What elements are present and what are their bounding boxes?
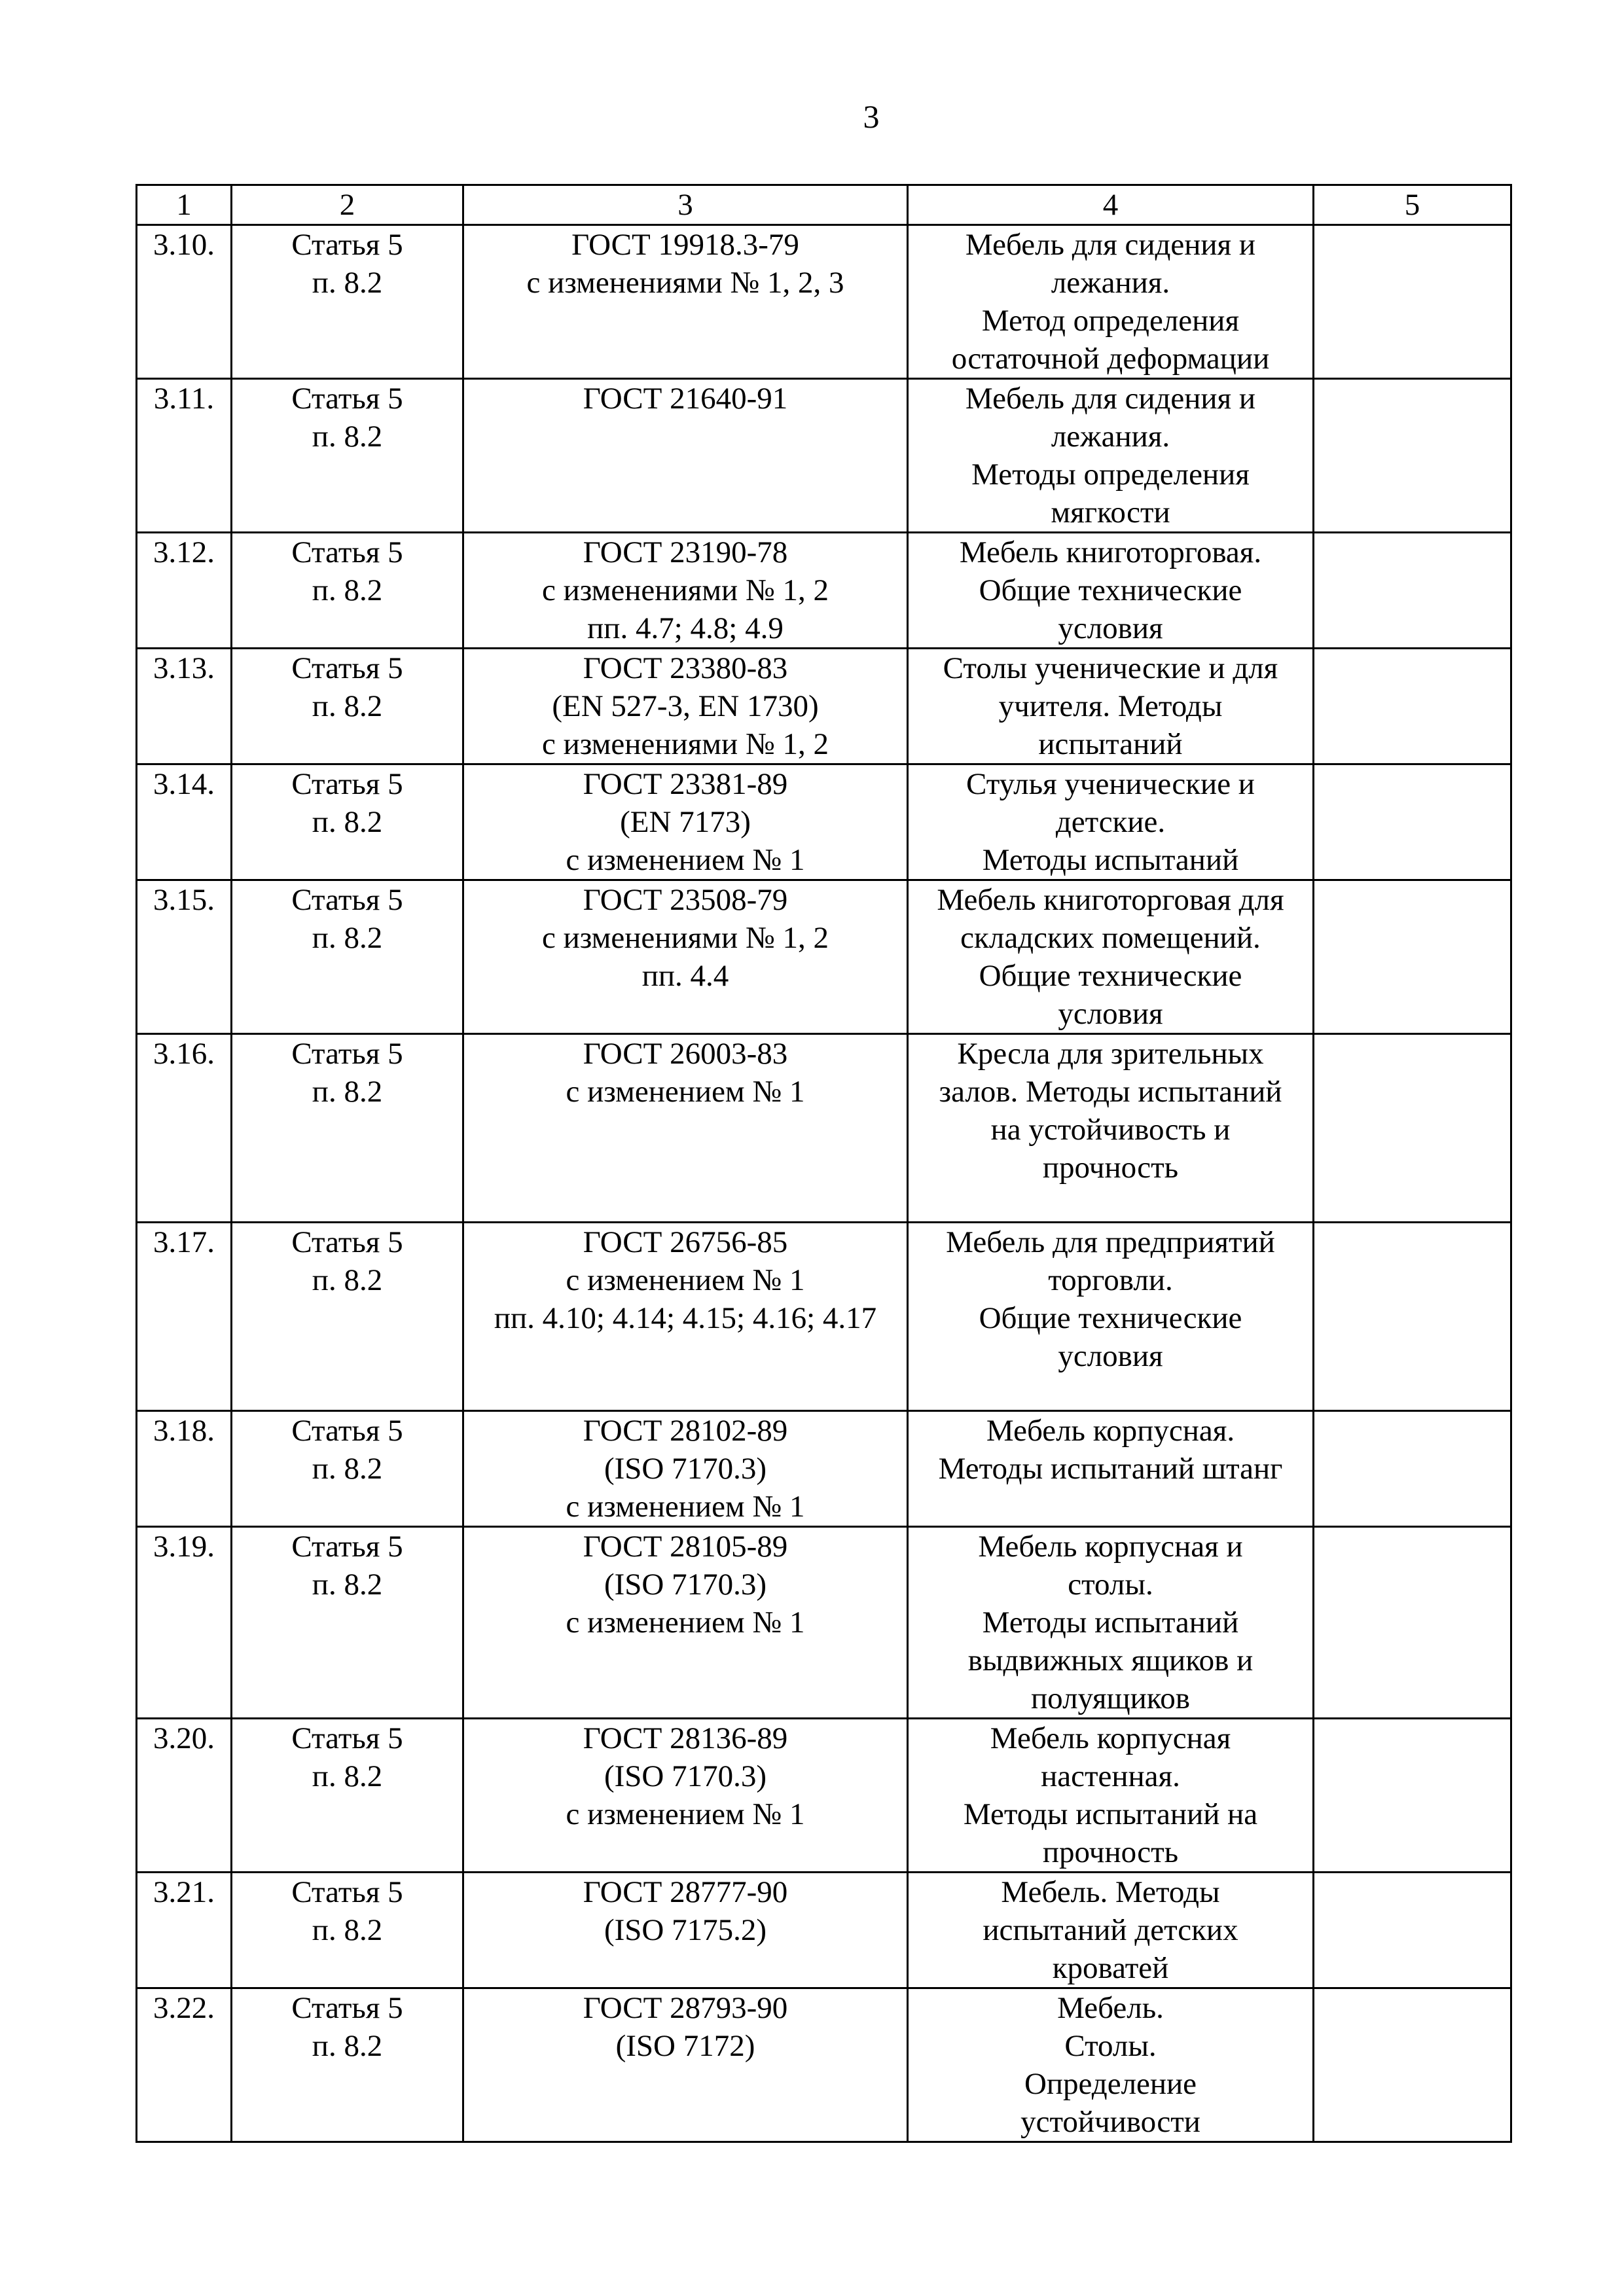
standard-cell [463, 764, 908, 880]
standard-cell-line: ГОСТ 28777-90 [583, 1875, 788, 1909]
title-cell-line: Методы испытаний [982, 843, 1239, 877]
title-cell-line: условия [1058, 611, 1163, 645]
standard-cell-line: с изменением № 1 [566, 1490, 805, 1524]
standard-cell [463, 1988, 908, 2142]
standard-cell-line: ГОСТ 19918.3-79 [571, 228, 799, 262]
standard-cell-line: с изменением № 1 [566, 1605, 805, 1640]
table-row [137, 1527, 1511, 1719]
standard-cell [463, 649, 908, 764]
article-cell [232, 1527, 463, 1719]
standard-cell-line: ГОСТ 23508-79 [583, 883, 788, 917]
article-cell-line: Статья 5 [291, 767, 403, 801]
article-cell-line: п. 8.2 [312, 1452, 383, 1486]
article-cell-line: п. 8.2 [312, 1568, 383, 1602]
standard-cell-line: (EN 7173) [620, 805, 751, 839]
article-cell [232, 1034, 463, 1223]
article-cell [232, 880, 463, 1034]
title-cell-line: Столы ученические и для [943, 651, 1278, 685]
standard-cell-line: с изменением № 1 [566, 1075, 805, 1109]
table-row [137, 533, 1511, 649]
standard-cell-line: (ISO 7170.3) [604, 1759, 767, 1793]
title-cell [908, 649, 1314, 764]
article-cell-line: п. 8.2 [312, 1075, 383, 1109]
standard-cell-line: с изменениями № 1, 2 [542, 573, 829, 607]
table-row [137, 379, 1511, 533]
title-cell-line: учителя. Методы [998, 689, 1223, 723]
table-header-row [137, 185, 1511, 225]
title-cell-line: Общие технические [979, 573, 1242, 607]
standard-cell-line: пп. 4.7; 4.8; 4.9 [587, 611, 784, 645]
row-number-cell: 3.19. [137, 1527, 232, 1719]
standard-cell-line: (EN 527-3, EN 1730) [552, 689, 819, 723]
article-cell [232, 1873, 463, 1988]
title-cell [908, 764, 1314, 880]
standard-cell-line: ГОСТ 28793-90 [583, 1991, 788, 2025]
table-row [137, 649, 1511, 764]
note-cell [1314, 1411, 1511, 1527]
title-cell-line: условия [1058, 997, 1163, 1031]
title-cell-line: Методы испытаний штанг [938, 1452, 1283, 1486]
note-cell [1314, 1873, 1511, 1988]
row-number-cell: 3.21. [137, 1873, 232, 1988]
note-cell [1314, 649, 1511, 764]
standard-cell-line: ГОСТ 28105-89 [583, 1530, 788, 1564]
table-row [137, 764, 1511, 880]
article-cell-line: п. 8.2 [312, 266, 383, 300]
title-cell-line: Мебель для сидения и [965, 382, 1256, 416]
standard-cell-line: ГОСТ 23380-83 [583, 651, 788, 685]
table-row [137, 1034, 1511, 1223]
title-cell-line: остаточной деформации [951, 342, 1270, 376]
standard-cell-line: с изменением № 1 [566, 1263, 805, 1297]
row-number-cell: 3.10. [137, 225, 232, 379]
title-cell-line: Метод определения [981, 304, 1240, 338]
title-cell-line: Мебель корпусная и [978, 1530, 1243, 1564]
title-cell-line: прочность [1042, 1835, 1179, 1869]
column-header: 4 [908, 185, 1314, 225]
standard-cell-line: с изменениями № 1, 2 [542, 727, 829, 761]
standard-cell-line: с изменениями № 1, 2 [542, 921, 829, 955]
table-row [137, 1411, 1511, 1527]
article-cell-line: Статья 5 [291, 1225, 403, 1259]
standard-cell-line: (ISO 7172) [615, 2029, 755, 2063]
title-cell [908, 379, 1314, 533]
article-cell-line: Статья 5 [291, 382, 403, 416]
standard-cell-line: ГОСТ 23381-89 [583, 767, 788, 801]
row-number-cell: 3.16. [137, 1034, 232, 1223]
title-cell-line: Мебель для сидения и [965, 228, 1256, 262]
article-cell-line: Статья 5 [291, 228, 403, 262]
article-cell [232, 764, 463, 880]
title-cell-line: Мебель. [1057, 1991, 1164, 2025]
title-cell-line: столы. [1068, 1568, 1153, 1602]
article-cell-line: п. 8.2 [312, 689, 383, 723]
standards-table [135, 184, 1512, 2143]
article-cell [232, 225, 463, 379]
column-header: 3 [463, 185, 908, 225]
article-cell-line: Статья 5 [291, 883, 403, 917]
article-cell [232, 1988, 463, 2142]
article-cell [232, 1223, 463, 1411]
article-cell-line: Статья 5 [291, 1721, 403, 1755]
standard-cell-line: ГОСТ 28136-89 [583, 1721, 788, 1755]
title-cell [908, 1719, 1314, 1873]
title-cell-line: залов. Методы испытаний [939, 1075, 1282, 1109]
article-cell-line: Статья 5 [291, 535, 403, 569]
title-cell-line: Общие технические [979, 1301, 1242, 1335]
standard-cell-line: ГОСТ 23190-78 [583, 535, 788, 569]
standard-cell-line: (ISO 7170.3) [604, 1568, 767, 1602]
title-cell [908, 533, 1314, 649]
title-cell-line: Мебель корпусная [990, 1721, 1231, 1755]
note-cell [1314, 1719, 1511, 1873]
standard-cell [463, 1034, 908, 1223]
standard-cell-line: пп. 4.4 [641, 959, 729, 993]
title-cell [908, 1223, 1314, 1411]
column-header: 1 [137, 185, 232, 225]
title-cell-line: Мебель книготорговая. [959, 535, 1262, 569]
standard-cell-line: ГОСТ 26756-85 [583, 1225, 788, 1259]
title-cell [908, 225, 1314, 379]
table-row [137, 880, 1511, 1034]
article-cell-line: п. 8.2 [312, 2029, 383, 2063]
title-cell-line: испытаний детских [983, 1913, 1238, 1947]
standard-cell-line: ГОСТ 26003-83 [583, 1037, 788, 1071]
note-cell [1314, 1223, 1511, 1411]
title-cell-line: устойчивости [1020, 2105, 1200, 2139]
title-cell-line: Стулья ученические и [966, 767, 1255, 801]
row-number-cell: 3.20. [137, 1719, 232, 1873]
title-cell-line: Мебель книготорговая для [937, 883, 1284, 917]
title-cell-line: Мебель. Методы [1001, 1875, 1220, 1909]
standard-cell [463, 880, 908, 1034]
title-cell-line: прочность [1042, 1151, 1179, 1185]
row-number-cell: 3.11. [137, 379, 232, 533]
title-cell-line: выдвижных ящиков и [967, 1643, 1254, 1677]
row-number-cell: 3.22. [137, 1988, 232, 2142]
title-cell-line: Общие технические [979, 959, 1242, 993]
table-row [137, 1223, 1511, 1411]
row-number-cell: 3.14. [137, 764, 232, 880]
title-cell [908, 1034, 1314, 1223]
article-cell-line: п. 8.2 [312, 1263, 383, 1297]
article-cell-line: Статья 5 [291, 1037, 403, 1071]
article-cell-line: п. 8.2 [312, 420, 383, 454]
title-cell-line: лежания. [1051, 420, 1170, 454]
note-cell [1314, 225, 1511, 379]
title-cell-line: лежания. [1051, 266, 1170, 300]
title-cell-line: Мебель корпусная. [986, 1414, 1235, 1448]
article-cell-line: Статья 5 [291, 651, 403, 685]
standard-cell-line: (ISO 7175.2) [604, 1913, 767, 1947]
standard-cell [463, 1223, 908, 1411]
standard-cell-line: с изменением № 1 [566, 843, 805, 877]
article-cell-line: Статья 5 [291, 1530, 403, 1564]
article-cell-line: п. 8.2 [312, 921, 383, 955]
standard-cell [463, 379, 908, 533]
row-number-cell: 3.17. [137, 1223, 232, 1411]
title-cell-line: Мебель для предприятий [946, 1225, 1275, 1259]
title-cell-line: на устойчивость и [990, 1113, 1231, 1147]
note-cell [1314, 764, 1511, 880]
table-row [137, 225, 1511, 379]
standard-cell-line: с изменениями № 1, 2, 3 [526, 266, 844, 300]
article-cell [232, 1719, 463, 1873]
standard-cell-line: (ISO 7170.3) [604, 1452, 767, 1486]
title-cell-line: торговли. [1048, 1263, 1173, 1297]
note-cell [1314, 1034, 1511, 1223]
table-row [137, 1873, 1511, 1988]
page-number: 3 [863, 98, 880, 135]
row-number-cell: 3.15. [137, 880, 232, 1034]
title-cell-line: кроватей [1052, 1951, 1169, 1985]
article-cell-line: п. 8.2 [312, 1759, 383, 1793]
article-cell-line: Статья 5 [291, 1875, 403, 1909]
column-header: 5 [1314, 185, 1511, 225]
standard-cell [463, 1527, 908, 1719]
title-cell-line: условия [1058, 1339, 1163, 1373]
row-number-cell: 3.18. [137, 1411, 232, 1527]
article-cell-line: Статья 5 [291, 1414, 403, 1448]
title-cell-line: детские. [1055, 805, 1166, 839]
article-cell [232, 379, 463, 533]
title-cell [908, 880, 1314, 1034]
article-cell-line: п. 8.2 [312, 805, 383, 839]
title-cell-line: полуящиков [1031, 1681, 1190, 1715]
title-cell-line: настенная. [1041, 1759, 1180, 1793]
standard-cell [463, 533, 908, 649]
article-cell [232, 1411, 463, 1527]
standard-cell-line: с изменением № 1 [566, 1797, 805, 1831]
standard-cell [463, 1411, 908, 1527]
note-cell [1314, 533, 1511, 649]
standard-cell-line: ГОСТ 28102-89 [583, 1414, 788, 1448]
title-cell-line: Методы испытаний на [963, 1797, 1258, 1831]
note-cell [1314, 1527, 1511, 1719]
column-header: 2 [232, 185, 463, 225]
note-cell [1314, 880, 1511, 1034]
article-cell-line: Статья 5 [291, 1991, 403, 2025]
title-cell-line: Определение [1024, 2067, 1197, 2101]
article-cell-line: п. 8.2 [312, 573, 383, 607]
standard-cell [463, 225, 908, 379]
note-cell [1314, 1988, 1511, 2142]
title-cell-line: мягкости [1051, 495, 1170, 529]
standard-cell-line: пп. 4.10; 4.14; 4.15; 4.16; 4.17 [494, 1301, 877, 1335]
table-row [137, 1988, 1511, 2142]
row-number-cell: 3.13. [137, 649, 232, 764]
note-cell [1314, 379, 1511, 533]
article-cell [232, 533, 463, 649]
table-row [137, 1719, 1511, 1873]
title-cell [908, 1527, 1314, 1719]
standard-cell [463, 1719, 908, 1873]
standard-cell-line: ГОСТ 21640-91 [583, 382, 788, 416]
title-cell-line: Кресла для зрительных [957, 1037, 1264, 1071]
title-cell [908, 1988, 1314, 2142]
title-cell [908, 1873, 1314, 1988]
title-cell [908, 1411, 1314, 1527]
title-cell-line: Методы испытаний [982, 1605, 1239, 1640]
title-cell-line: складских помещений. [960, 921, 1261, 955]
article-cell-line: п. 8.2 [312, 1913, 383, 1947]
title-cell-line: испытаний [1038, 727, 1183, 761]
article-cell [232, 649, 463, 764]
title-cell-line: Столы. [1064, 2029, 1157, 2063]
standard-cell [463, 1873, 908, 1988]
row-number-cell: 3.12. [137, 533, 232, 649]
title-cell-line: Методы определения [971, 457, 1250, 492]
